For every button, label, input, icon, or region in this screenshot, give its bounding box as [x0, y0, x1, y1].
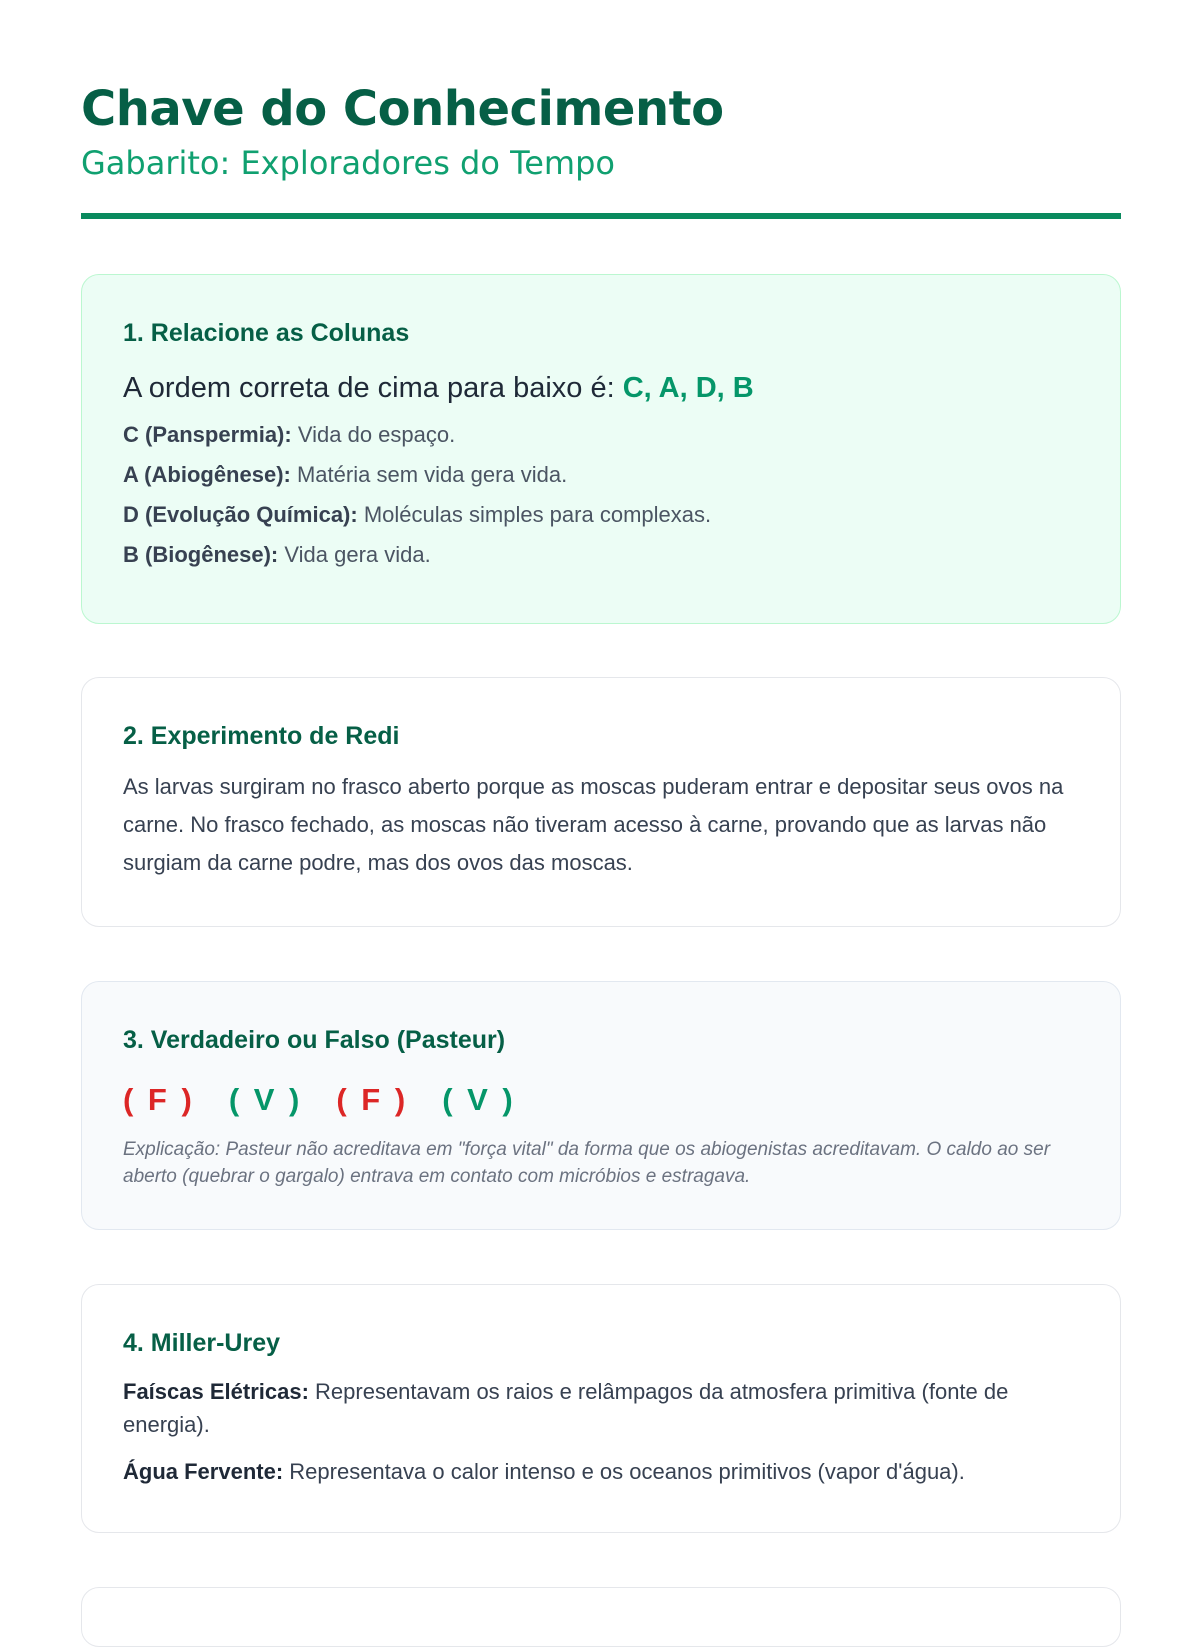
- page-subtitle: Gabarito: Exploradores do Tempo: [81, 144, 615, 182]
- section-redi-experiment: [81, 677, 1121, 927]
- section-heading: 4. Miller-Urey: [123, 1329, 281, 1357]
- match-key: B (Biogênese):: [123, 542, 279, 567]
- section-true-false: [81, 981, 1121, 1230]
- list-item: [123, 1455, 1079, 1488]
- match-text: Vida gera vida.: [284, 542, 431, 567]
- correct-order-label: A ordem correta de cima para baixo é:: [123, 372, 615, 404]
- item-text: Representava o calor intenso e os oceanos primitivos (vapor d'água).: [289, 1459, 965, 1484]
- list-item: [123, 535, 1079, 575]
- match-list: [123, 415, 1079, 575]
- section-heading: 2. Experimento de Redi: [123, 722, 400, 750]
- list-item: [123, 495, 1079, 535]
- list-item: [123, 415, 1079, 455]
- item-key: Água Fervente:: [123, 1459, 284, 1484]
- true-false-answers: [123, 1080, 1079, 1120]
- section-body: As larvas surgiram no frasco aberto porque as moscas puderam entrar e depositar seus ovos na carne. No frasco fechado, as moscas não tiveram acesso à carne, provando que as larvas não surgiam da carne podre, mas dos ovos das moscas.: [123, 774, 1064, 875]
- match-text: Vida do espaço.: [297, 422, 456, 447]
- explanation-note: Explicação: Pasteur não acreditava em "força vital" da forma que os abiogenistas acreditavam. O caldo ao ser aberto (quebrar o gargalo) entrava em contato com micróbios e estragava.: [123, 1139, 1051, 1187]
- answer-false: ( F ): [336, 1082, 409, 1117]
- section-next-card: [81, 1587, 1121, 1647]
- match-key: A (Abiogênese):: [123, 462, 291, 487]
- section-match-columns: [81, 274, 1121, 624]
- match-text: Moléculas simples para complexas.: [363, 502, 712, 527]
- list-item: [123, 1375, 1079, 1441]
- section-heading: 3. Verdadeiro ou Falso (Pasteur): [123, 1026, 506, 1054]
- item-key: Faíscas Elétricas:: [123, 1379, 309, 1404]
- item-text: Representavam os raios e relâmpagos da atmosfera primitiva (fonte de energia).: [123, 1379, 1009, 1437]
- section-heading: 1. Relacione as Colunas: [123, 319, 410, 347]
- match-text: Matéria sem vida gera vida.: [296, 462, 568, 487]
- header-divider: [81, 213, 1121, 219]
- correct-order-line: [123, 369, 1079, 407]
- answer-false: ( F ): [123, 1082, 195, 1117]
- match-key: C (Panspermia):: [123, 422, 292, 447]
- match-key: D (Evolução Química):: [123, 502, 358, 527]
- list-item: [123, 455, 1079, 495]
- page-title: Chave do Conhecimento: [81, 81, 724, 137]
- answer-true: ( V ): [442, 1082, 516, 1117]
- section-miller-urey: [81, 1284, 1121, 1533]
- correct-order-value: C, A, D, B: [622, 372, 754, 404]
- answer-true: ( V ): [228, 1082, 303, 1117]
